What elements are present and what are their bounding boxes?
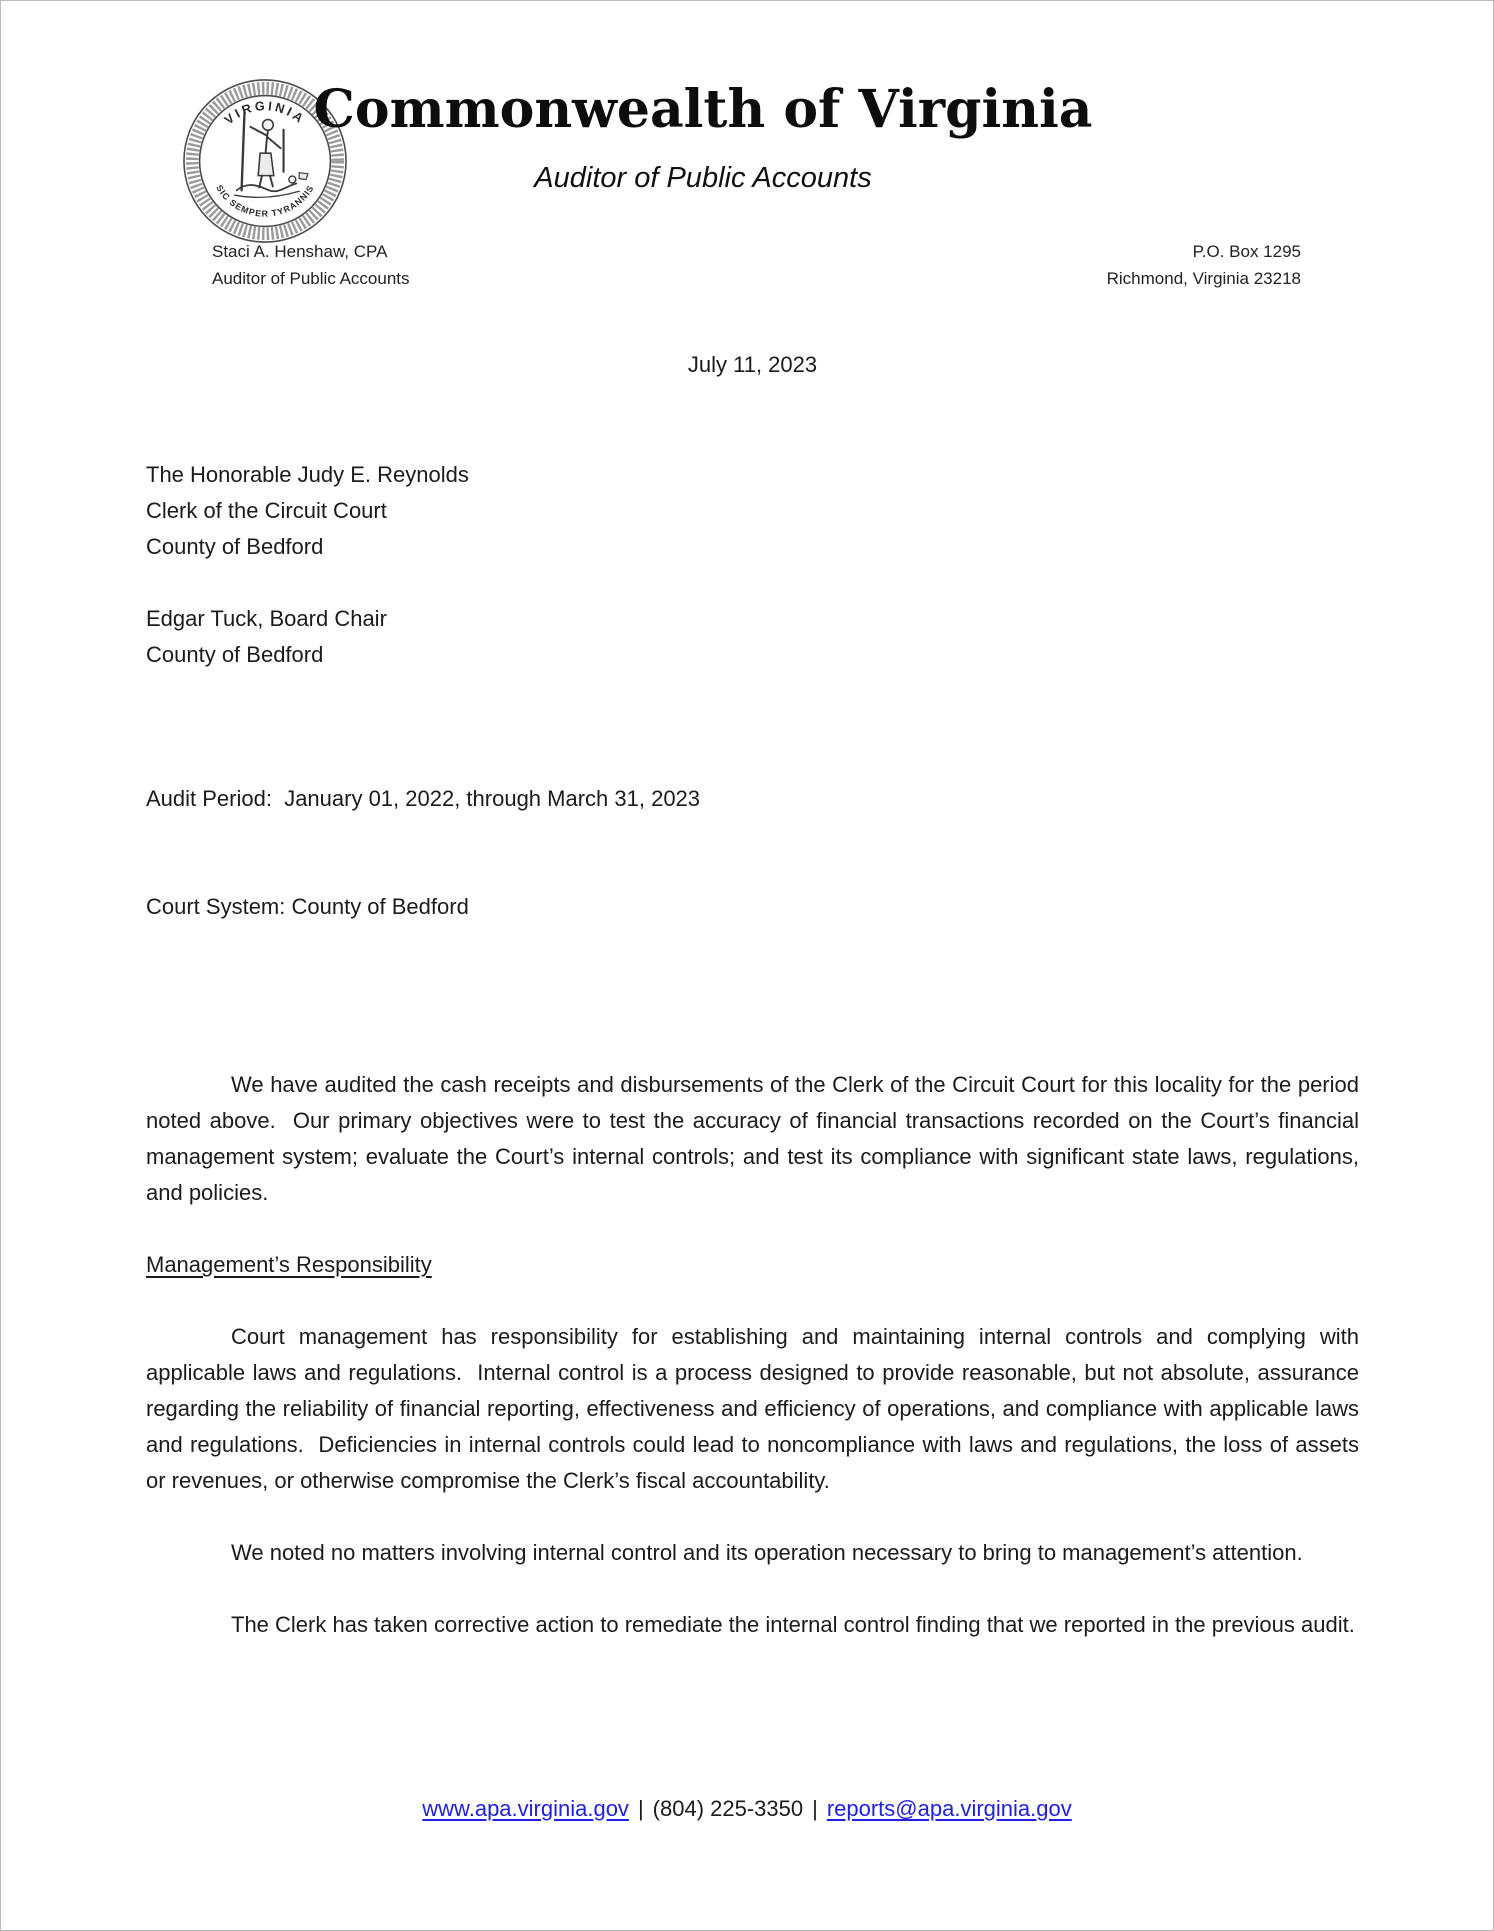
city-state-zip-line: Richmond, Virginia 23218 [1106, 269, 1301, 288]
audit-period-line: Audit Period: January 01, 2022, through March 31, 2023 [146, 786, 701, 811]
recipient-primary-block [146, 457, 1359, 565]
paragraph-opening: We have audited the cash receipts and disbursements of the Clerk of the Circuit Court for this locality for the period noted above. Our primary objectives were to test the accuracy of financial transactions recorded on the Court’s financial management system; evaluate the Court’s internal controls; and test its compliance with significant state laws, regulations, and policies. [146, 1072, 1366, 1205]
footer-separator: | [812, 1796, 818, 1821]
letterhead [1, 1, 1493, 301]
email-link[interactable]: reports@apa.virginia.gov [826, 1796, 1072, 1821]
recipient-locality: County of Bedford [146, 642, 324, 667]
organization-block [1, 79, 1405, 195]
office-address-block [1107, 238, 1301, 292]
paragraph-management-responsibility: Court management has responsibility for establishing and maintaining internal controls and complying with applicable laws and regulations. Internal control is a process designed to provide reasonable, but not absolute, assurance regarding the reliability of financial reporting, effectiveness and efficiency of operations, and compliance with applicable laws and regulations. Deficiencies in internal controls could lead to noncompliance with laws and regulations, the loss of assets or revenues, or otherwise compromise the Clerk’s fiscal accountability. [146, 1324, 1366, 1493]
recipient-name: Edgar Tuck, Board Chair [146, 606, 387, 631]
letter-date: July 11, 2023 [687, 352, 818, 377]
po-box-line: P.O. Box 1295 [1192, 242, 1301, 261]
official-name: Staci A. Henshaw, CPA [212, 242, 388, 261]
section-heading: Management’s Responsibility [146, 1252, 432, 1277]
letter-body [1, 347, 1493, 1643]
recipient-name: The Honorable Judy E. Reynolds [146, 462, 469, 487]
court-system-line: Court System: County of Bedford [146, 894, 469, 919]
footer-separator: | [637, 1796, 644, 1821]
contact-footer [1, 1793, 1493, 1825]
official-contact-block [212, 238, 410, 292]
recipient-title: Clerk of the Circuit Court [146, 498, 387, 523]
paragraph-corrective-action: The Clerk has taken corrective action to remediate the internal control finding that we reported in the previous audit. [231, 1612, 1355, 1637]
website-link[interactable]: www.apa.virginia.gov [422, 1796, 629, 1821]
seal-bottom-text: SIC SEMPER TYRANNIS [214, 183, 316, 219]
recipient-secondary-block [146, 601, 1359, 673]
recipient-locality: County of Bedford [146, 534, 324, 559]
organization-name: Commonwealth of Virginia [313, 79, 1093, 140]
official-title: Auditor of Public Accounts [212, 269, 410, 288]
paragraph-no-matters-noted: We noted no matters involving internal control and its operation necessary to bring to management’s attention. [231, 1540, 1303, 1565]
audit-info-block [146, 709, 1359, 997]
seal-top-text: VIRGINIA [221, 98, 309, 128]
phone-number: (804) 225-3350 [652, 1796, 804, 1821]
organization-division: Auditor of Public Accounts [534, 162, 872, 194]
